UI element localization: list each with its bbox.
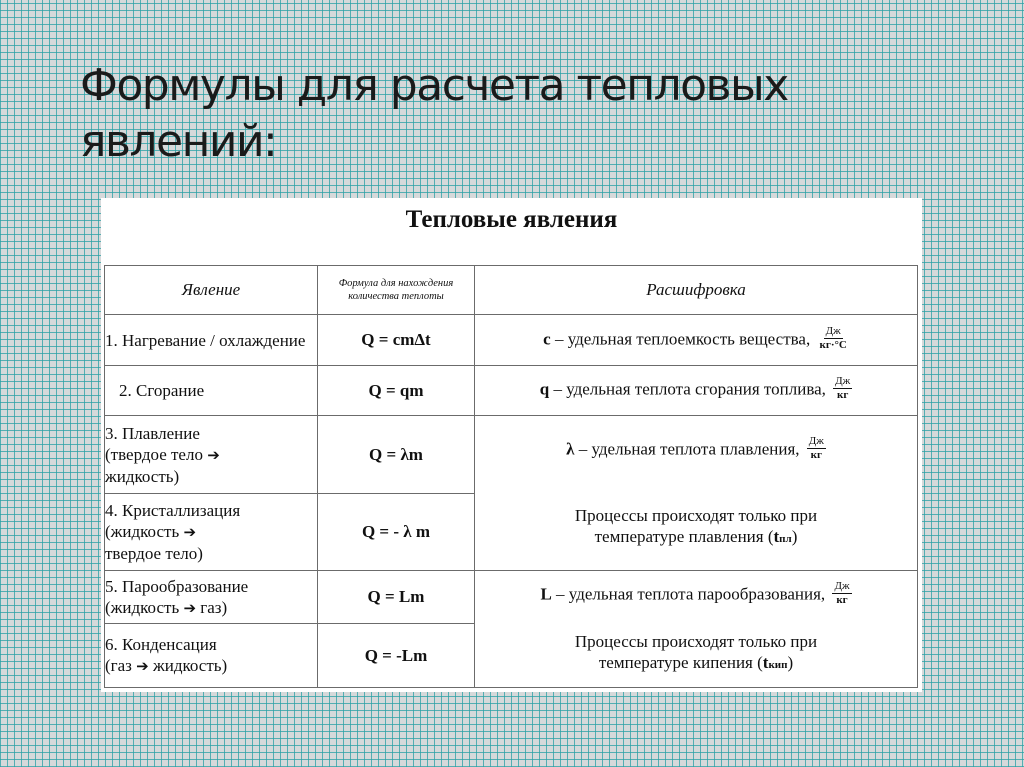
table-row xyxy=(105,315,918,366)
header-phenomenon: Явление xyxy=(105,266,318,315)
phenomenon-cell: 5. Парообразование (жидкость ➔ газ) xyxy=(105,571,318,624)
table-row xyxy=(105,571,918,624)
arrow-right-icon: ➔ xyxy=(183,598,197,617)
process-note: Процессы происходят только при температуре плавления (tпл) xyxy=(574,505,818,546)
symbol: q xyxy=(539,379,550,399)
formula-cell: Q = cmΔt xyxy=(318,315,475,366)
formula-cell: Q = - λ m xyxy=(318,494,475,571)
process-note: Процессы происходят только при температуре кипения (tкип) xyxy=(574,632,818,672)
phenomenon-cell: 6. Конденсация (газ ➔ жидкость) xyxy=(105,624,318,688)
decoding-cell xyxy=(475,315,918,366)
phenomenon-cell: 2. Сгорание xyxy=(105,366,318,416)
thermal-phenomena-table xyxy=(104,265,918,688)
decoding-text: – удельная теплота плавления, xyxy=(574,438,800,458)
decoding-cell-merged xyxy=(475,416,918,571)
unit-fraction: $\frac{Дж}{кг}$ xyxy=(808,434,824,461)
unit-fraction: $\frac{Дж}{кг\cdot^\circ С}$ xyxy=(819,324,847,351)
phenomenon-cell: 3. Плавление (твердое тело ➔ жидкость) xyxy=(105,416,318,494)
symbol: λ xyxy=(566,438,575,458)
arrow-right-icon: ➔ xyxy=(136,657,149,675)
unit-fraction: $\frac{Дж}{кг}$ xyxy=(835,375,851,401)
phenomenon-cell: 1. Нагревание / охлаждение xyxy=(105,315,318,366)
formula-cell: Q = -Lm xyxy=(318,624,475,688)
decoding-text: – удельная теплота парообразования, xyxy=(551,584,826,604)
arrow-right-icon: ➔ xyxy=(183,523,197,541)
formula-cell: Q = Lm xyxy=(318,571,475,624)
formula-cell: Q = λm xyxy=(318,416,475,494)
table-panel xyxy=(101,198,922,692)
arrow-right-icon: ➔ xyxy=(207,445,220,464)
symbol: c xyxy=(543,328,551,348)
decoding-cell-merged xyxy=(475,571,918,688)
decoding-text: – удельная теплота сгорания топлива, xyxy=(549,379,826,399)
table-row xyxy=(105,366,918,416)
phenomenon-cell: 4. Кристаллизация (жидкость ➔ твердое тело) xyxy=(105,494,318,571)
table-title: Тепловые явления xyxy=(405,206,618,233)
table-row xyxy=(105,416,918,494)
slide-title: Формулы для расчета тепловых явлений: xyxy=(80,60,788,167)
table-header-row xyxy=(105,266,918,315)
formula-cell: Q = qm xyxy=(318,366,475,416)
decoding-text: – удельная теплоемкость вещества, xyxy=(550,328,811,348)
header-decoding: Расшифровка xyxy=(475,266,918,315)
header-formula: Формула для нахождения количества теплоты xyxy=(318,266,475,315)
decoding-cell xyxy=(475,366,918,416)
unit-fraction: $\frac{Дж}{кг}$ xyxy=(834,580,850,606)
symbol: L xyxy=(540,584,552,604)
